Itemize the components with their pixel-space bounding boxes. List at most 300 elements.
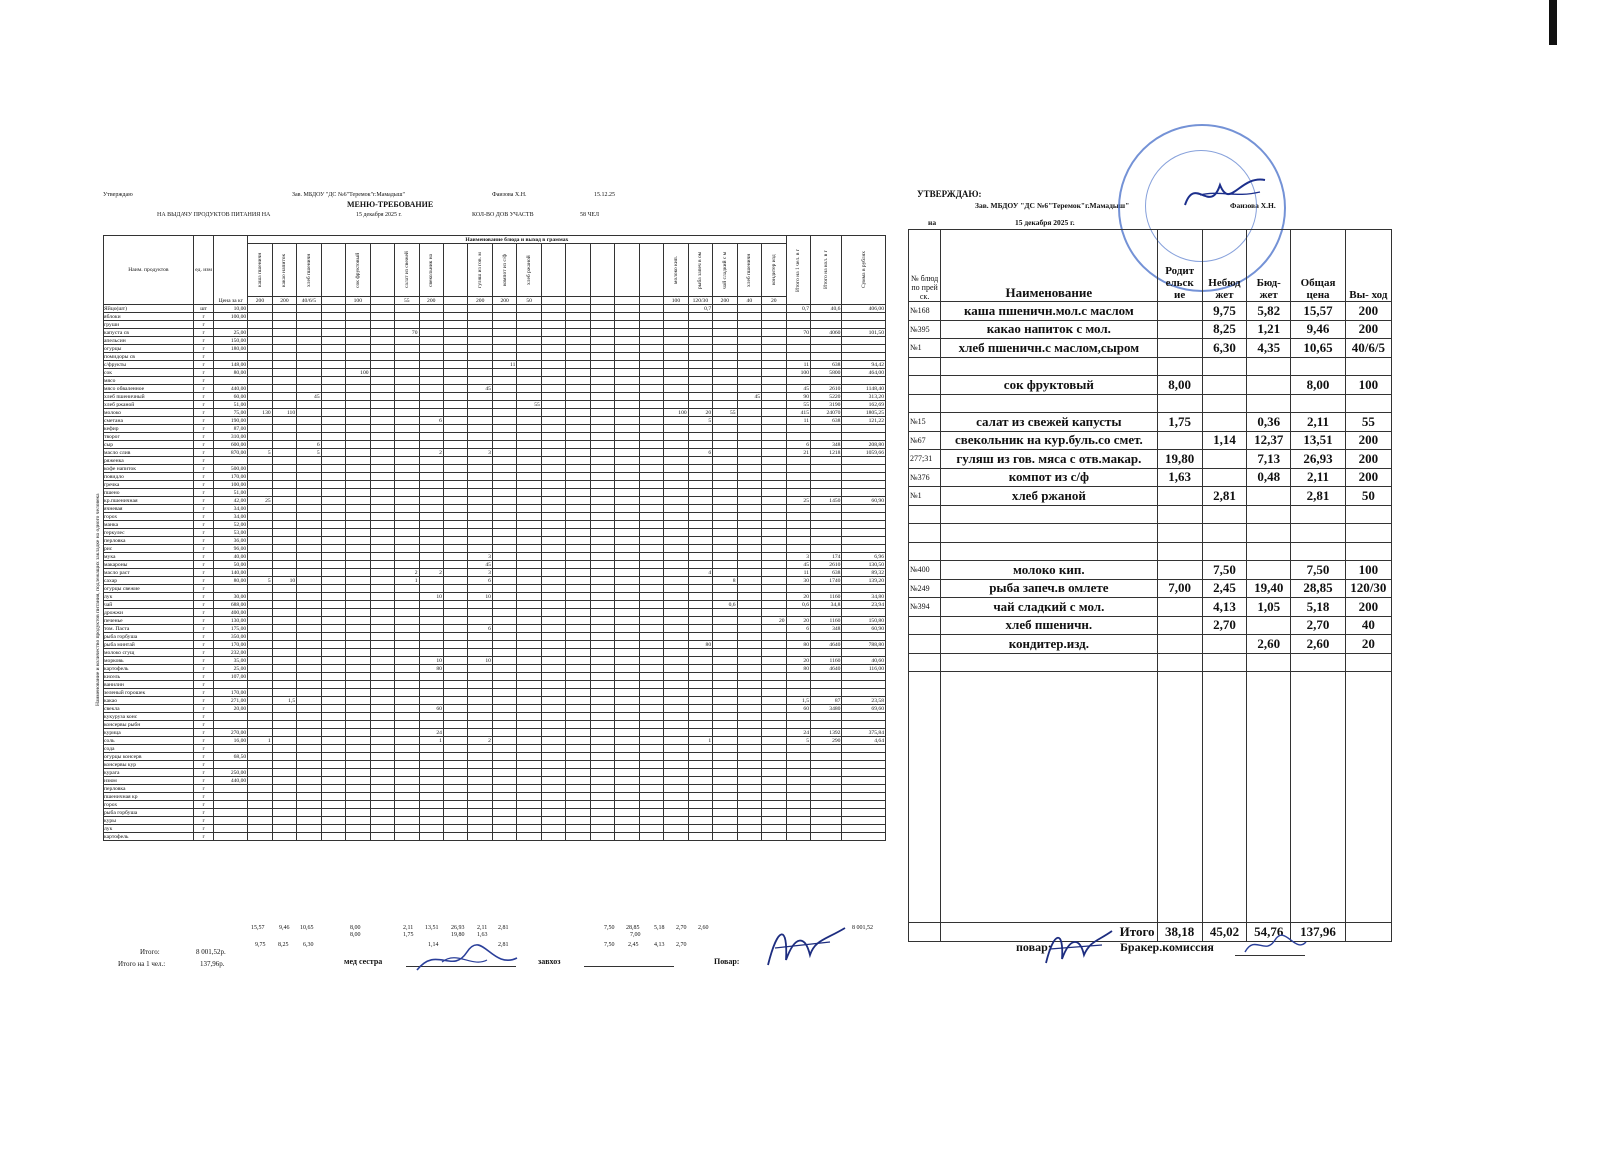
dish-quantity (297, 473, 321, 481)
dish-quantity (688, 825, 712, 833)
dish-quantity (639, 505, 663, 513)
dish-quantity: 3 (468, 553, 492, 561)
dish-quantity (346, 353, 370, 361)
table-row (909, 579, 1392, 598)
dish-quantity (248, 457, 272, 465)
dish-quantity (541, 585, 565, 593)
total-price (1291, 357, 1345, 376)
dish-quantity (615, 665, 639, 673)
dish-quantity (346, 417, 370, 425)
dish-quantity (590, 489, 614, 497)
dish-quantity (321, 617, 345, 625)
dish-quantity (762, 633, 786, 641)
menu-price-table (908, 229, 1392, 942)
total-per-person (786, 673, 810, 681)
table-row (104, 753, 886, 761)
dish-quantity (615, 761, 639, 769)
dish-quantity (443, 809, 467, 817)
dish-quantity (566, 369, 590, 377)
blank-cell (1247, 672, 1291, 923)
dish-quantity (443, 457, 467, 465)
dish-quantity (346, 377, 370, 385)
total-all: 1450 (811, 497, 842, 505)
dish-quantity (395, 489, 419, 497)
dish-quantity (321, 737, 345, 745)
total-price: 5,18 (1291, 598, 1345, 617)
right-approve-label: УТВЕРЖДАЮ: (917, 189, 982, 199)
dish-quantity (762, 681, 786, 689)
dish-quantity (737, 801, 761, 809)
dish-quantity (517, 553, 541, 561)
dish-quantity (615, 785, 639, 793)
dish-quantity (321, 793, 345, 801)
dish-quantity: 80 (688, 641, 712, 649)
dish-quantity (541, 441, 565, 449)
table-row (104, 313, 886, 321)
dish-column-name: кондитер изд (770, 254, 777, 286)
product-name: масло слив (104, 449, 194, 457)
dish-quantity (248, 569, 272, 577)
dish-quantity (419, 553, 443, 561)
dish-quantity (590, 777, 614, 785)
dish-yield: 200 (1345, 302, 1391, 321)
dish-quantity (762, 673, 786, 681)
dish-quantity: 5 (297, 449, 321, 457)
product-unit: г (193, 473, 214, 481)
dish-quantity (737, 601, 761, 609)
dish-quantity (443, 697, 467, 705)
dish-quantity (688, 833, 712, 841)
col-header-yield: Вы- ход (1345, 230, 1391, 302)
product-name: Яйцо(шт) (104, 305, 194, 313)
col-header-sum-text: Сумма в рублях (860, 251, 867, 289)
dish-quantity (370, 497, 394, 505)
product-name: огурцы (104, 345, 194, 353)
dish-quantity (762, 641, 786, 649)
dish-quantity (248, 393, 272, 401)
table-row (104, 361, 886, 369)
dish-name: хлеб пшеничн.с маслом,сыром (941, 339, 1157, 358)
dish-quantity (762, 601, 786, 609)
dish-quantity (395, 377, 419, 385)
dish-quantity (737, 681, 761, 689)
dish-quantity (321, 681, 345, 689)
table-row (104, 665, 886, 673)
total-all: 3190 (811, 401, 842, 409)
table-row (909, 357, 1392, 376)
dish-quantity (713, 833, 737, 841)
product-price: 600,00 (214, 441, 248, 449)
dish-quantity (419, 473, 443, 481)
dish-quantity (762, 313, 786, 321)
dish-quantity (272, 601, 296, 609)
dish-quantity (248, 561, 272, 569)
product-price: 80,00 (214, 369, 248, 377)
dish-quantity (443, 801, 467, 809)
dish-quantity (762, 585, 786, 593)
dish-quantity: 10 (419, 657, 443, 665)
dish-quantity (688, 369, 712, 377)
dish-quantity (590, 345, 614, 353)
blank-cell (909, 923, 941, 942)
dish-quantity (762, 505, 786, 513)
dish-quantity (590, 737, 614, 745)
dish-quantity (541, 769, 565, 777)
dish-quantity (762, 361, 786, 369)
dish-quantity (590, 329, 614, 337)
dish-quantity (248, 481, 272, 489)
dish-quantity (346, 737, 370, 745)
dish-quantity (615, 353, 639, 361)
dish-quantity (664, 481, 688, 489)
scan-edge-bar (1549, 0, 1557, 45)
table-row (104, 505, 886, 513)
dish-quantity (639, 585, 663, 593)
dish-quantity (272, 513, 296, 521)
dish-quantity (443, 537, 467, 545)
product-price: 51,00 (214, 489, 248, 497)
dish-quantity (395, 665, 419, 673)
offbudget-price (1202, 635, 1246, 654)
dish-quantity (272, 345, 296, 353)
dish-quantity (688, 761, 712, 769)
total-all (811, 817, 842, 825)
dish-quantity (737, 465, 761, 473)
dish-quantity (468, 777, 492, 785)
dish-quantity (517, 721, 541, 729)
row-sum: 208,80 (842, 441, 886, 449)
total-all: 638 (811, 417, 842, 425)
dish-quantity (566, 457, 590, 465)
total-all: 1160 (811, 617, 842, 625)
product-unit: г (193, 697, 214, 705)
dish-quantity (590, 569, 614, 577)
dish-quantity (541, 649, 565, 657)
dish-quantity (297, 465, 321, 473)
dish-quantity: 10 (468, 657, 492, 665)
dish-quantity (615, 649, 639, 657)
budget-price: 1,05 (1247, 598, 1291, 617)
dish-quantity (395, 785, 419, 793)
dish-quantity (321, 777, 345, 785)
product-price: 170,00 (214, 473, 248, 481)
dish-quantity (395, 505, 419, 513)
dish-quantity (272, 825, 296, 833)
dish-quantity (443, 649, 467, 657)
dish-quantity (639, 409, 663, 417)
dish-quantity (762, 305, 786, 313)
dish-code (909, 505, 941, 524)
dish-column-header (419, 244, 443, 297)
dish-quantity (419, 697, 443, 705)
offbudget-price: 2,45 (1202, 579, 1246, 598)
dish-column-header (517, 244, 541, 297)
dish-quantity (468, 617, 492, 625)
dish-quantity (370, 713, 394, 721)
dish-quantity (492, 521, 516, 529)
dish-quantity (590, 745, 614, 753)
dish-quantity (762, 697, 786, 705)
dish-quantity (468, 665, 492, 673)
product-unit: г (193, 657, 214, 665)
dish-quantity (370, 833, 394, 841)
dish-quantity (321, 521, 345, 529)
dish-quantity (248, 441, 272, 449)
table-row (909, 376, 1392, 395)
dish-quantity (297, 769, 321, 777)
dish-quantity (737, 497, 761, 505)
dish-quantity (468, 713, 492, 721)
dish-quantity (713, 641, 737, 649)
row-sum (842, 649, 886, 657)
product-unit: г (193, 417, 214, 425)
dish-quantity (590, 785, 614, 793)
dish-quantity (517, 305, 541, 313)
dish-quantity (419, 633, 443, 641)
dish-quantity (639, 329, 663, 337)
dish-quantity (346, 657, 370, 665)
dish-quantity (517, 481, 541, 489)
dish-quantity (321, 377, 345, 385)
dish-quantity (566, 657, 590, 665)
dish-quantity (664, 649, 688, 657)
dish-quantity (346, 497, 370, 505)
dish-quantity (737, 577, 761, 585)
dish-yield (1345, 505, 1391, 524)
dish-quantity (664, 769, 688, 777)
total-per-person: 11 (786, 417, 810, 425)
product-unit: г (193, 729, 214, 737)
total-per-person (786, 609, 810, 617)
dish-quantity (517, 793, 541, 801)
dish-quantity (443, 641, 467, 649)
dish-quantity (664, 465, 688, 473)
dish-quantity (713, 321, 737, 329)
product-unit: шт (193, 305, 214, 313)
dish-quantity (688, 337, 712, 345)
total-per-person: 24 (786, 729, 810, 737)
dish-quantity (419, 681, 443, 689)
product-price: 400,00 (214, 609, 248, 617)
budget-price (1247, 487, 1291, 506)
offbudget-price: 7,50 (1202, 561, 1246, 580)
dish-quantity (419, 825, 443, 833)
dish-quantity (517, 369, 541, 377)
dish-quantity (272, 633, 296, 641)
total-all: 5800 (811, 369, 842, 377)
dish-quantity (615, 825, 639, 833)
dish-yield: 200 (1345, 450, 1391, 469)
dish-quantity (566, 393, 590, 401)
dish-quantity (639, 697, 663, 705)
right-head-name: Фаизова Х.Н. (1230, 201, 1276, 210)
product-name: горох (104, 513, 194, 521)
dish-quantity (566, 537, 590, 545)
dish-quantity (639, 833, 663, 841)
dish-quantity (762, 729, 786, 737)
product-price (214, 681, 248, 689)
dish-quantity (321, 441, 345, 449)
dish-quantity (615, 377, 639, 385)
total-price: 28,85 (1291, 579, 1345, 598)
table-row (104, 673, 886, 681)
table-row (909, 616, 1392, 635)
dish-quantity (517, 377, 541, 385)
director-signature (1180, 170, 1270, 220)
dish-quantity (737, 369, 761, 377)
dish-quantity (419, 337, 443, 345)
dish-quantity (762, 625, 786, 633)
dish-quantity (419, 393, 443, 401)
dish-quantity (566, 529, 590, 537)
table-row (104, 585, 886, 593)
dish-quantity (713, 609, 737, 617)
dish-quantity (443, 665, 467, 673)
dish-quantity (590, 553, 614, 561)
total-price (1291, 653, 1345, 672)
parent-price (1157, 431, 1202, 450)
table-row (104, 809, 886, 817)
dish-quantity (664, 353, 688, 361)
dish-quantity (346, 793, 370, 801)
left-storekeeper-line (584, 966, 674, 967)
dish-quantity (639, 593, 663, 601)
product-name: дрожжи (104, 609, 194, 617)
dish-quantity (517, 761, 541, 769)
dish-quantity (443, 369, 467, 377)
product-price (214, 761, 248, 769)
product-unit: г (193, 385, 214, 393)
dish-quantity (566, 713, 590, 721)
table-row (104, 457, 886, 465)
dish-quantity (517, 329, 541, 337)
table-row (104, 353, 886, 361)
dish-quantity (762, 793, 786, 801)
dish-quantity (541, 577, 565, 585)
table-row (104, 537, 886, 545)
dish-quantity (762, 345, 786, 353)
dish-quantity (688, 601, 712, 609)
dish-quantity (468, 649, 492, 657)
dish-quantity (492, 633, 516, 641)
dish-quantity (713, 561, 737, 569)
dish-quantity (370, 665, 394, 673)
dishes-title: Наименование блюда и выход в граммах (248, 236, 786, 244)
dish-quantity (346, 697, 370, 705)
dish-quantity (370, 505, 394, 513)
dish-name: какао напиток с мол. (941, 320, 1157, 339)
dish-quantity (468, 313, 492, 321)
dish-quantity (248, 809, 272, 817)
dish-quantity (395, 401, 419, 409)
dish-quantity: 100 (346, 369, 370, 377)
dish-quantity (590, 505, 614, 513)
dish-name: кондитер.изд. (941, 635, 1157, 654)
dish-quantity (272, 337, 296, 345)
bottom-price-value: 4,13 (654, 942, 665, 948)
dish-quantity (395, 561, 419, 569)
dish-quantity (590, 529, 614, 537)
dish-quantity (492, 401, 516, 409)
total-per-person (786, 321, 810, 329)
dish-quantity (321, 385, 345, 393)
dish-quantity (492, 377, 516, 385)
dish-quantity (517, 745, 541, 753)
bottom-price-value: 9,46 (279, 925, 290, 931)
dish-quantity (762, 809, 786, 817)
budget-price: 7,13 (1247, 450, 1291, 469)
row-sum: 69,60 (842, 705, 886, 713)
table-row (104, 721, 886, 729)
dish-quantity (541, 785, 565, 793)
dish-quantity (468, 521, 492, 529)
dish-quantity (639, 313, 663, 321)
dish-quantity (688, 329, 712, 337)
dish-quantity (443, 745, 467, 753)
parent-price (1157, 542, 1202, 561)
dish-quantity (664, 385, 688, 393)
table-row (104, 481, 886, 489)
row-sum (842, 313, 886, 321)
product-unit: г (193, 641, 214, 649)
dish-quantity (566, 521, 590, 529)
dish-quantity (517, 665, 541, 673)
dish-quantity (321, 417, 345, 425)
dish-quantity (762, 569, 786, 577)
dish-quantity (321, 481, 345, 489)
dish-quantity (468, 705, 492, 713)
dish-quantity (566, 817, 590, 825)
total-price: 8,00 (1291, 376, 1345, 395)
dish-quantity (370, 609, 394, 617)
dish-quantity (664, 489, 688, 497)
dish-quantity (492, 417, 516, 425)
dish-quantity (566, 625, 590, 633)
product-price: 34,00 (214, 505, 248, 513)
dish-quantity (615, 337, 639, 345)
dish-quantity (248, 401, 272, 409)
dish-quantity (492, 657, 516, 665)
dish-quantity (419, 313, 443, 321)
offbudget-price (1202, 524, 1246, 543)
dish-quantity (492, 601, 516, 609)
row-sum (842, 425, 886, 433)
dish-quantity (468, 489, 492, 497)
dish-quantity (737, 657, 761, 665)
dish-quantity (297, 825, 321, 833)
row-sum (842, 689, 886, 697)
dish-quantity (615, 497, 639, 505)
product-unit: г (193, 409, 214, 417)
dish-quantity (517, 657, 541, 665)
product-unit: г (193, 353, 214, 361)
row-sum: 150,80 (842, 617, 886, 625)
dish-quantity (492, 801, 516, 809)
dish-quantity (541, 673, 565, 681)
offbudget-price (1202, 542, 1246, 561)
dish-quantity (517, 441, 541, 449)
dish-quantity (541, 625, 565, 633)
dish-quantity (713, 625, 737, 633)
dish-quantity (664, 633, 688, 641)
dish-quantity (419, 361, 443, 369)
dish-quantity (468, 353, 492, 361)
dish-quantity (297, 425, 321, 433)
dish-quantity (297, 673, 321, 681)
dish-quantity: 1 (688, 737, 712, 745)
dish-quantity (248, 665, 272, 673)
dish-column-header (370, 244, 394, 297)
